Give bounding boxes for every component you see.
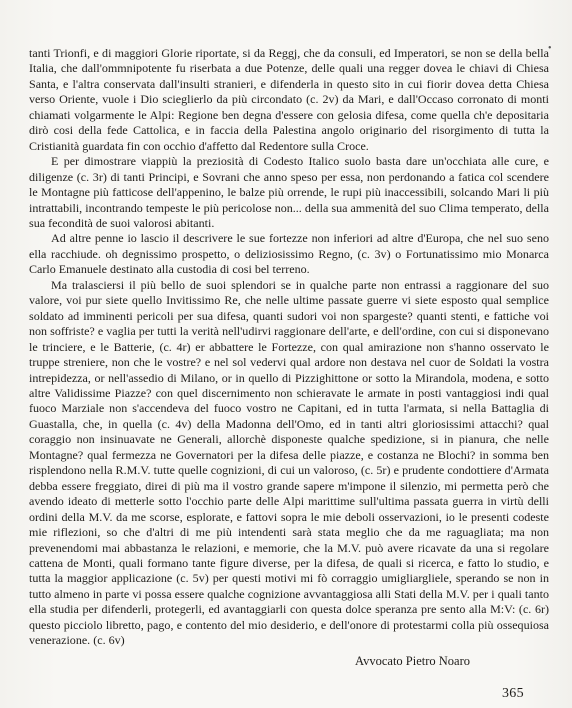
page-number: 365 xyxy=(502,686,524,701)
body-text xyxy=(29,46,549,649)
signature: Avvocato Pietro Noaro xyxy=(355,654,471,668)
paragraph-2: E per dimostrare viappiù la preziosità di Codesto Italico suolo basta dare un'occhiata alle cure, e diligenze (c. 3r) di tanti Principi, e Sovrani che anno speso per essa, non perdonando a fatica col scendere le Montagne più fatticose dell'appenino, le balze più orrende, le rupi più inaccessibili, solcando Mari li più intrattabili, incontrando tempeste le più pericolose non... della sua ammenità del suo Clima temperato, della sua fecondità de suoi valorosi abitanti. xyxy=(29,154,549,230)
paragraph-3: Ad altre penne io lascio il descrivere le sue fortezze non inferiori ad altre d'Europa, che nel suo seno ella racchiude. oh degnissimo prospetto, o deliziosissimo Regno, (c. 3v) o Fortunatissimo mio Monarca Carlo Emanuele destinato alla custodia di cosi bel terreno. xyxy=(29,231,549,277)
margin-mark: • xyxy=(548,43,552,54)
paragraph-4: Ma tralasciersi il più bello de suoi splendori se in qualche parte non entrassi a raggionare del suo valore, voi pur siete quello Invitissimo Re, che nelle ultime passate guerre vi siete esposto qual semplice soldato ad imminenti pericoli per sua difesa, quanti sudori voi non spargeste? quanti stenti, e fattiche voi non soffriste? e vaglia per tutti la verità nell'udirvi raggionare dell'arte, e dell'ordine, con cui si disponevano le trinciere, e le Batterie, (c. 4r) er abbattere le Fortezze, con qual amirazione non s'hanno osservato le truppe streniere, non che le vostre? e nel sol vedervi qual ardore non destava nel cuor de Soldati la vostra intrepidezza, or nell'assedio di Milano, or in quello di Pizzighittone or sotto la Mirandola, modena, e sotto altre Validissime Piazze? con quel discernimento non schieravate le armate in posti vantaggiosi indi qual fuoco Marziale non s'accendeva del fuoco vostro ne Capitani, ed in tutta l'armata, si nella Battaglia di Guastalla, che, in quella (c. 4v) della Madonna dell'Omo, ed in tanti altri gloriosissimi attacchi? qual coraggio non insinuavate ne Generali, allorchè disponeste qualche spedizione, si in pianura, che nelle Montagne? qual fermezza ne Governatori per la difesa delle piazze, e costanza ne Blochi? in somma ben risplendono nella R.M.V. tutte quelle cognizioni, di cui un valoroso, (c. 5r) e prudente condottiere d'Armata debba essere freggiato, direi di più ma il vostro grande sapere m'impone il silenzio, mi permetta però che avendo ideato di metterle sotto l'occhio parte delle Alpi marittime sull'ultima passata guerra in virtù delli ordini della M.V. da me scorse, esplorate, e fattovi sopra le mie deboli osservazioni, io le presenti codeste mie riflezioni, so che d'altri di me più intendenti sarà stata meglio che da me raguagliata; ma non prevenendomi mai abbastanza le relazioni, e memorie, che la M.V. può avere ricavate da una si regolare cattena de Monti, quali formano tante figure diverse, per la difesa, de quali si ricerca, e fatto lo studio, e tutta la maggior applicazione (c. 5v) per questi motivi mi fò corraggio umigliargliele, sperando se non in tutto almeno in parte vi possa essere qualche cognizione avvantaggiosa alli Stati della M.V. per i quali tanto ella studia per difenderli, protegerli, ed avantaggiarli con questa dolce speranza pre sento alla M:V: (c. 6r) questo picciolo libretto, pago, e contento del mio desiderio, e dell'onore di protestarmi colla più ossequiosa venerazione. (c. 6v) xyxy=(29,277,549,648)
paragraph-1: tanti Trionfi, e di maggiori Glorie riportate, si da Reggj, che da consuli, ed Imperatori, se non se della bella Italia, che dall'ommnipotente fu riserbata a due Potenze, delle quali una regger dovea le chiavi di Chiesa Santa, e l'altra conservata dall'insulti stranieri, e difenderla in questo sito in cui fiorir dovea detta Chiesa verso Oriente, vuole i Dio scieglierlo da più circondato (c. 2v) da Mari, e dall'Occaso corronato di monti chiamati volgarmente le Alpi: Regione ben degna d'essere con gelosia difesa, come quella ch'e depositaria dirò cosi della fede Cattolica, e in faccia della Palestina angolo originario del risorgimento di tutta la Cristianità guardata fin con occhio d'affetto dal Redentore sulla Croce. xyxy=(29,46,549,153)
